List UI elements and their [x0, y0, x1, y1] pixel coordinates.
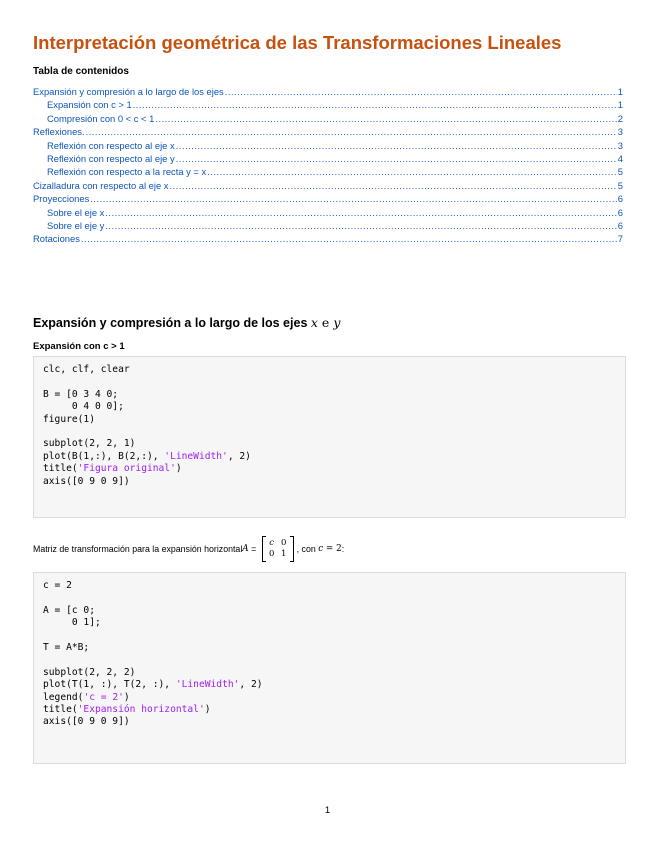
toc-item-label[interactable]: Compresión con 0 < c < 1 [47, 112, 155, 124]
toc-item[interactable] [33, 219, 623, 232]
toc-leader [170, 179, 617, 192]
code-text: plot(T(1, :), T(2, :), [43, 679, 176, 691]
toc-item[interactable] [33, 206, 623, 219]
code-line: axis([0 9 0 9]) [43, 475, 130, 487]
toc-item-page: 6 [617, 219, 623, 231]
toc-item-page: 6 [617, 193, 623, 205]
toc-leader [105, 219, 616, 232]
toc-leader [90, 192, 617, 205]
code-text: , 2) [227, 450, 251, 462]
toc-item-label[interactable]: Rotaciones [33, 233, 80, 245]
section-heading-math [311, 315, 341, 330]
toc-item[interactable] [33, 179, 623, 192]
toc-item-label[interactable]: Proyecciones [33, 193, 90, 205]
paragraph-text: : [341, 544, 345, 554]
toc-item-label[interactable]: Expansión con c > 1 [47, 99, 132, 111]
code-string: 'c = 2' [83, 691, 124, 703]
code-text: title( [43, 704, 78, 716]
table-of-contents [33, 85, 623, 246]
toc-leader [155, 112, 616, 125]
matrix-bracket-right [290, 536, 294, 562]
toc-item[interactable] [33, 165, 623, 178]
code-line: axis([0 9 0 9]) [43, 716, 130, 728]
code-string: 'LineWidth' [164, 450, 228, 462]
matrix-entry: 0 [268, 549, 275, 559]
toc-item-label[interactable]: Cizalladura con respecto al eje x [33, 179, 169, 191]
toc-item-label[interactable]: Reflexión con respecto a la recta y = x [47, 166, 207, 178]
toc-item[interactable] [33, 139, 623, 152]
toc-item-page: 7 [617, 233, 623, 245]
code-line [43, 679, 616, 691]
toc-item-page: 6 [617, 206, 623, 218]
paragraph [33, 536, 344, 562]
toc-item[interactable] [33, 112, 623, 125]
code-string: 'LineWidth' [175, 679, 240, 691]
toc-item[interactable] [33, 152, 623, 165]
code-string: 'Figura original' [77, 463, 176, 475]
math-var-y: y [333, 315, 341, 330]
math-var-x: x [310, 315, 318, 330]
matrix-entry: 0 [280, 538, 287, 548]
toc-heading: Tabla de contenidos [33, 66, 129, 77]
code-text: ) [175, 463, 182, 475]
toc-leader [225, 85, 617, 98]
toc-leader [86, 125, 617, 138]
code-block-1[interactable] [33, 356, 626, 518]
math-matrix-name: A [242, 544, 249, 554]
code-line: c = 2 [43, 580, 72, 591]
toc-item-page: 1 [617, 99, 623, 111]
code-line: clc, clf, clear [43, 364, 130, 375]
code-line [43, 654, 616, 666]
toc-item-page: 2 [617, 112, 623, 124]
code-line [43, 692, 616, 704]
toc-item-page: 4 [617, 152, 623, 164]
code-line [43, 704, 616, 716]
toc-item-label[interactable]: Sobre el eje y [47, 219, 105, 231]
toc-item[interactable] [33, 232, 623, 245]
toc-item[interactable] [33, 85, 623, 98]
document-title: Interpretación geométrica de las Transformaciones Lineales [33, 32, 562, 53]
toc-item-page: 3 [617, 126, 623, 138]
code-line: subplot(2, 2, 2) [43, 666, 136, 678]
toc-item-label[interactable]: Expansión y compresión a lo largo de los ejes [33, 86, 224, 97]
code-line [43, 463, 616, 475]
toc-leader [105, 206, 616, 219]
matrix-entries [266, 538, 290, 560]
math-conj: e [321, 315, 330, 330]
math-equals: = [248, 544, 259, 554]
code-line: figure(1) [43, 413, 95, 425]
toc-item-page: 1 [617, 86, 623, 97]
toc-leader [81, 232, 617, 245]
math-var-c: c [318, 544, 324, 554]
toc-leader [176, 152, 617, 165]
toc-item-page: 3 [617, 139, 623, 151]
code-block-2[interactable] [33, 572, 626, 764]
code-text: plot(B(1,:), B(2,:), [43, 450, 165, 462]
toc-item[interactable] [33, 98, 623, 111]
code-line [43, 630, 616, 642]
code-line: 0 4 0 0]; [43, 401, 124, 413]
toc-leader [207, 165, 617, 178]
toc-item-page: 5 [617, 179, 623, 191]
section-heading-text: Expansión y compresión a lo largo de los ejes [33, 316, 308, 330]
code-line: T = A*B; [43, 642, 90, 653]
code-text: , 2) [239, 679, 263, 691]
matrix-entry: 1 [280, 549, 287, 559]
matrix-entry: c [269, 538, 275, 548]
code-line: B = [0 3 4 0; [43, 388, 119, 400]
toc-leader [176, 139, 617, 152]
math-condition: = 2 [323, 544, 342, 554]
toc-item-label[interactable]: Reflexión con respecto al eje y [47, 152, 175, 164]
code-text: ) [123, 691, 130, 703]
code-string: 'Expansión horizontal' [77, 704, 205, 716]
paragraph-text: , con [296, 544, 319, 554]
code-line: 0 1]; [43, 617, 101, 629]
toc-leader [133, 98, 617, 111]
code-line: subplot(2, 2, 1) [43, 438, 136, 450]
code-line [43, 376, 616, 388]
paragraph-text: Matriz de transformación para la expansión horizontal [33, 544, 243, 554]
matrix-2x2 [262, 536, 294, 562]
code-line [43, 426, 616, 438]
code-line: A = [c 0; [43, 604, 95, 616]
toc-item-page: 5 [617, 166, 623, 178]
toc-item-label[interactable]: Reflexiones. [33, 126, 85, 138]
code-line [43, 451, 616, 463]
toc-item[interactable] [33, 125, 623, 138]
code-text: legend( [43, 691, 84, 703]
toc-item-label[interactable]: Sobre el eje x [47, 206, 105, 218]
section-heading [33, 315, 340, 330]
toc-item[interactable] [33, 192, 623, 205]
code-line [43, 592, 616, 604]
toc-item-label[interactable]: Reflexión con respecto al eje x [47, 139, 175, 151]
code-text: ) [204, 704, 211, 716]
code-text: title( [43, 463, 78, 475]
page-number: 1 [324, 805, 331, 816]
subsection-heading: Expansión con c > 1 [33, 341, 125, 352]
